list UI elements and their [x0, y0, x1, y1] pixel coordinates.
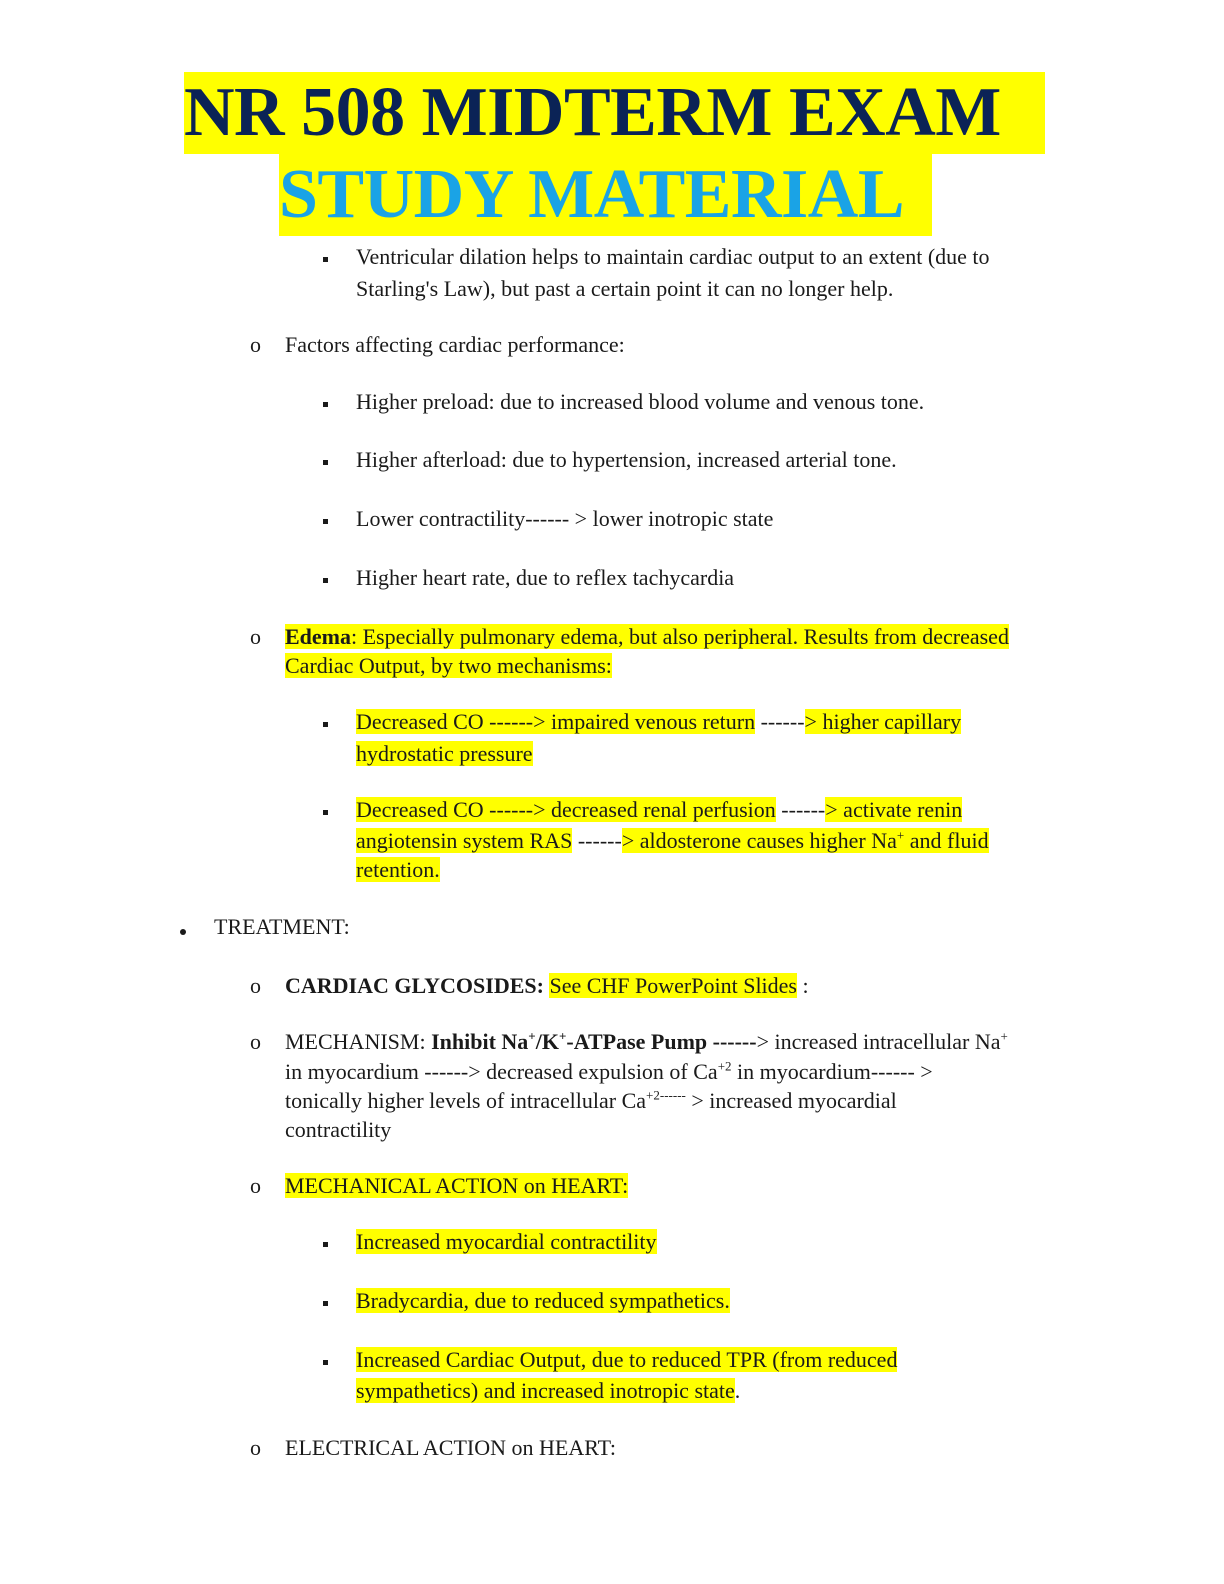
highlighted-text: Decreased CO ------> decreased renal perfusion	[356, 797, 776, 822]
highlighted-text: See CHF PowerPoint Slides	[549, 973, 797, 998]
text-line: Higher preload: due to increased blood volume and venous tone.	[356, 389, 925, 414]
text-line: in myocardium ------> decreased expulsion of $Ca^{+2}$ in myocardium------ >	[285, 1058, 933, 1084]
text-line	[356, 707, 961, 737]
highlighted-text: : Especially pulmonary edema, but also peripheral. Results from decreased	[351, 624, 1009, 649]
text-line	[285, 622, 1009, 652]
edema-term: Edema	[285, 624, 351, 649]
square-bullet	[323, 1301, 328, 1306]
text-line	[356, 795, 962, 825]
highlighted-text: > aldosterone causes higher Na+ and fluid	[621, 827, 989, 853]
text-line	[356, 1286, 730, 1316]
text-line	[356, 1345, 897, 1375]
text-line: Higher heart rate, due to reflex tachycardia	[356, 565, 735, 590]
text-line	[285, 651, 612, 681]
plain-text: ------	[755, 709, 805, 734]
text-line	[285, 1171, 628, 1201]
text-line: contractility	[285, 1117, 392, 1142]
text-line: tonically higher levels of intracellular $Ca^{+2------}$ > increased myocardial	[285, 1087, 897, 1113]
highlighted-text: > activate renin	[825, 797, 963, 822]
highlighted-text: Increased Cardiac Output, due to reduced TPR (from reduced	[356, 1347, 898, 1372]
highlighted-text: hydrostatic pressure	[356, 741, 533, 766]
disc-bullet	[180, 929, 186, 935]
square-bullet	[323, 578, 328, 583]
text-line: ELECTRICAL ACTION on HEART:	[285, 1435, 617, 1460]
square-bullet	[323, 460, 328, 465]
highlighted-text: Bradycardia, due to reduced sympathetics.	[356, 1288, 730, 1313]
text-line	[356, 826, 989, 856]
plain-text: ------	[775, 797, 826, 822]
square-bullet	[323, 810, 328, 815]
circle-bullet: o	[250, 332, 261, 357]
text-line: Lower contractility------ > lower inotropic state	[356, 506, 774, 531]
circle-bullet: o	[250, 973, 261, 998]
square-bullet	[323, 257, 328, 262]
text-line: Starling's Law), but past a certain point it can no longer help.	[356, 276, 894, 301]
document-title-line-1: NR 508 MIDTERM EXAM	[184, 72, 1045, 154]
text-line: MECHANISM: Inhibit Na+/K+-ATPase Pump ------> increased intracellular Na+	[285, 1028, 1008, 1054]
text-line: Higher afterload: due to hypertension, increased arterial tone.	[356, 447, 897, 472]
section-heading-treatment: TREATMENT:	[214, 914, 350, 939]
highlighted-text: > higher capillary	[804, 709, 962, 734]
square-bullet	[323, 722, 328, 727]
highlighted-text: retention.	[356, 857, 440, 882]
text-line: sympathetics) and increased inotropic state.	[356, 1378, 741, 1403]
text-line	[356, 1227, 657, 1257]
text-line	[356, 739, 533, 769]
square-bullet	[323, 1360, 328, 1365]
document-title-line-2: STUDY MATERIAL	[279, 154, 932, 236]
text-line: Factors affecting cardiac performance:	[285, 332, 625, 357]
highlighted-text: Decreased CO ------> impaired venous return	[356, 709, 756, 734]
highlighted-text: MECHANICAL ACTION on HEART:	[285, 1173, 629, 1198]
highlighted-text: angiotensin system RAS	[356, 828, 573, 853]
circle-bullet: o	[250, 1029, 261, 1054]
square-bullet	[323, 402, 328, 407]
square-bullet	[323, 519, 328, 524]
text-line	[356, 855, 440, 885]
circle-bullet: o	[250, 624, 261, 649]
circle-bullet: o	[250, 1173, 261, 1198]
text-line: CARDIAC GLYCOSIDES: See CHF PowerPoint Slides :	[285, 973, 809, 998]
highlighted-text: sympathetics) and increased inotropic state	[356, 1378, 735, 1403]
square-bullet	[323, 1242, 328, 1247]
highlighted-text: Increased myocardial contractility	[356, 1229, 657, 1254]
highlighted-text: Cardiac Output, by two mechanisms:	[285, 653, 612, 678]
circle-bullet: o	[250, 1435, 261, 1460]
plain-text: ------	[572, 828, 622, 853]
text-line: Ventricular dilation helps to maintain cardiac output to an extent (due to	[356, 244, 990, 269]
